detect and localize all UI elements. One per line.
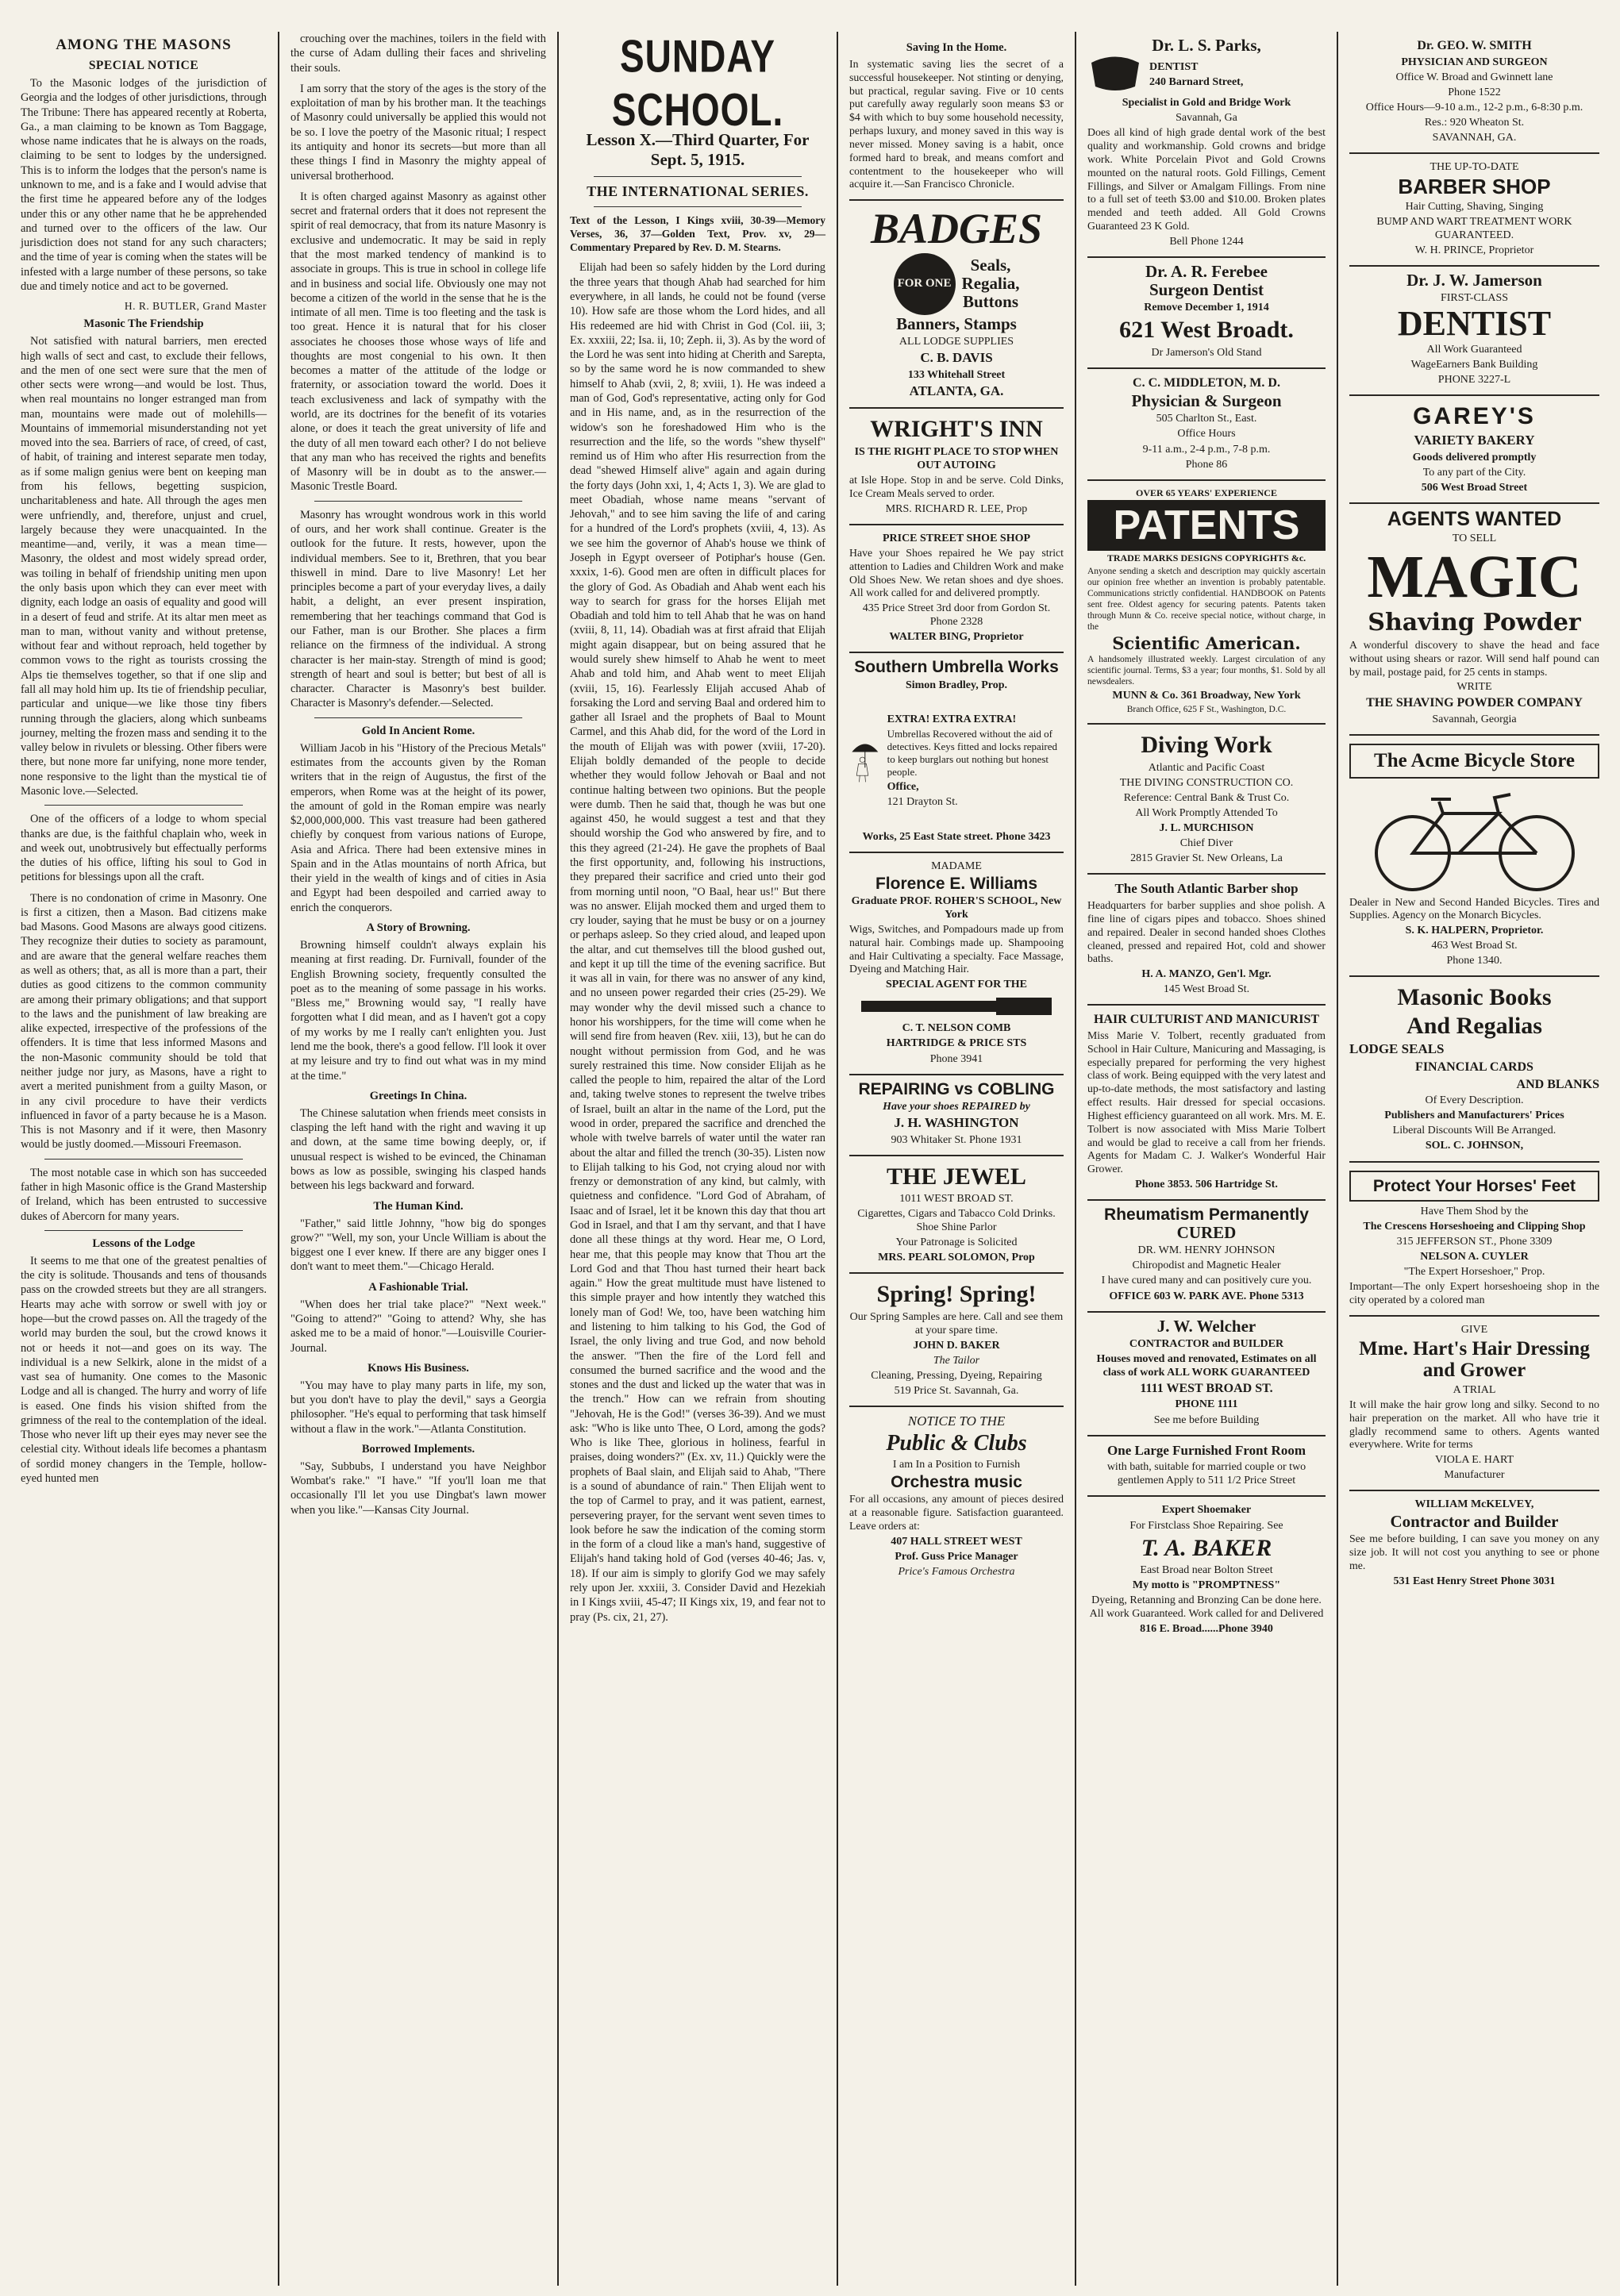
- borrowed-text: "Say, Subbubs, I understand you have Neighbor Wombat's rake." "I have." "If you'll loan me that occasionally I'll let you use Dingbat's lawn mower when you like."—Kansas City Journal.: [291, 1460, 546, 1517]
- lodge-supplies: ALL LODGE SUPPLIES: [899, 335, 1014, 348]
- shoe-owner: WALTER BING, Proprietor: [889, 631, 1024, 644]
- powder-write: WRITE: [1456, 681, 1492, 694]
- parks-address: 240 Barnard Street,: [1149, 76, 1244, 89]
- divider: [44, 805, 243, 806]
- umbrella-office-address: 121 Drayton St.: [887, 795, 958, 808]
- middleton-address: 505 Charlton St., East.: [1156, 413, 1257, 425]
- diving-title: Diving Work: [1141, 732, 1272, 759]
- cont-text-1: crouching over the machines, toilers in the field with the curse of Adam dulling their faces and shriveling their souls.: [291, 33, 546, 75]
- umbrella-girl-icon: [849, 694, 881, 829]
- parks-specialist: Specialist in Gold and Bridge Work: [1122, 97, 1291, 110]
- discounts-text: Liberal Discounts Will Be Arranged.: [1392, 1125, 1557, 1137]
- every-description: Of Every Description.: [1425, 1094, 1524, 1107]
- horses-sub: Have Them Shod by the: [1420, 1205, 1529, 1217]
- orchestra-famous: Price's Famous Orchestra: [898, 1565, 1015, 1578]
- orchestra-ad: [849, 1407, 1064, 1586]
- middleton-name: C. C. MIDDLETON, M. D.: [1133, 375, 1280, 390]
- browning-text: Browning himself couldn't always explain his meaning at first reading. Dr. Furnivall, founder of the English Browning society, frequently consulted the poet as to the meaning of some passage in his works. "Bless me," Browning would say, "I really have forgotten what I did mean, and as I haven't got a copy of my works by me I really can't enlighten you. Just lend me the book, there's a good fellow. I'll look it over at my leisure and try to find out what was in my mind at the time.": [291, 939, 546, 1083]
- jamerson-phone: PHONE 3227-L: [1437, 374, 1511, 387]
- shoe-title: PRICE STREET SHOE SHOP: [882, 532, 1031, 544]
- barber-title: BARBER SHOP: [1398, 175, 1551, 199]
- tabaker-phone: 816 E. Broad......Phone 3940: [1140, 1623, 1273, 1636]
- barber-bump: BUMP AND WART TREATMENT WORK GUARANTEED.: [1376, 215, 1572, 241]
- jamerson-name: Dr. J. W. Jamerson: [1406, 270, 1542, 290]
- cont-text-4: Masonry has wrought wondrous work in this world of ours, and her work shall continue. Greater is the outlook for the future. It rests, however, upon the individual members. See to it, Brethren, that you bear thiswell in mind. Dare to live Masonry! Let her principles become a part of your everyday lives, a daily habit, a delight, an ever present inspiration, remembering that her teachings command that God is our Father, man is our Brother. She places a firm reliance on the firmness of the individual. A strong character is her main-stay. Strength of mind is good; strength of heart and soul is better; but best of all is character. Character is Masonry's best builder. Character is Masonry's defender.—Selected.: [291, 508, 546, 710]
- grand-master-text: The most notable case in which son has succeeded father in high Masonic office is the Grand Mastership of Ireland, which has been entrusted to successive dukes of Abercorn for many years.: [21, 1166, 267, 1223]
- welcher-text: Houses moved and renovated, Estimates on all class of work ALL WORK GUARANTEED: [1096, 1352, 1317, 1379]
- borrowed-head: Borrowed Implements.: [361, 1442, 475, 1456]
- welcher-see: See me before Building: [1153, 1413, 1260, 1426]
- gold-text: William Jacob in his "History of the Precious Metals" estimates from the accounts given by the Roman writers that in the reign of Augustus, the first of the emperors, when Rome was at the height of its power, the amount of gold in the Roman empire was nearly $2,000,000,000. This vast treasure had been gathered chiefly by conquest from various nations of Europe, Asia and Africa. There had been extensive mines in Spain and in the Atlas mountains of north Africa, but their yield in the wealth of kings and of cities in Asia and Egypt had been despoiled and carried away to enrich the conquerors.: [291, 741, 546, 914]
- column-articles: [279, 32, 559, 2286]
- divider: [44, 1159, 243, 1160]
- shaving-powder-title: Shaving Powder: [1368, 609, 1581, 637]
- atlantic-barber-owner: H. A. MANZO, Gen'l. Mgr.: [1141, 968, 1272, 981]
- hair-title: HAIR CULTURIST AND MANICURIST: [1093, 1013, 1320, 1027]
- human-text: "Father," said little Johnny, "how big do sponges grow?" "Well, my son, your Uncle William is about the biggest one I ever knew. If there are any bigger ones I don't want to meet them."—Chicago Herald.: [291, 1217, 546, 1274]
- patents-ad: [1087, 481, 1326, 725]
- divider: [594, 206, 802, 207]
- munn-branch: Branch Office, 625 F St., Washington, D.C.: [1126, 705, 1287, 715]
- baker-text: Cleaning, Pressing, Dyeing, Repairing: [871, 1370, 1042, 1383]
- parks-ad: [1087, 32, 1326, 258]
- lessons-head: Lessons of the Lodge: [92, 1236, 195, 1250]
- friendship-text: Not satisfied with natural barriers, men erected high walls of sect and cast, to exclude their fellows, and the men of one sect were sure that the men of other sects were wrong—and would be lost. Thus, when real mountains no longer estranged man from man, mountains were made out of molehills—Mountains of immemorial misunderstanding not yet moved into the sea. Barriers of race, of creed, of cast, of habit, of training and interest separate men today, as if some malign genius were bent on keeping man from his fellows, begetting suspicion, uncharitableness and hate. All through the ages men were unfriendly, and, therefore, unjust and cruel, largely because they were unacquainted. In the meantime—and, verily, it was a mean time—Masonry, the oldest and most widely spread order, was toiling in behalf of friendship uniting men upon the only basis upon which they can ever meet with dignity, each lodge an oasis of equality and good will in a desert of feud and strife. At its altar men meet as man to man, without vanity and without pretense, without fear and without reproach, held together by common vows to the right as tourists crossing the Alps tie themselves together, so that if one slip and fall all may hold him up. Its tie of friendship peculiar, particular and unique—we like those tiny fibers running through the glaciers, along which sunbeams journey, melting the frozen mass and sending it to the valley below in rivulets or blessing. Other fibers were there, but none more far unifying, none more tender, none responsive to the light than the mystical tie of Masonic love.—Selected.: [21, 335, 267, 798]
- important-text: Important—The only Expert horseshoeing shop in the city operated by a colored man: [1349, 1280, 1599, 1306]
- lesson-body: Elijah had been so safely hidden by the Lord during the three years that though Ahab had searched for him everywhere, in all lands, he could not be found (verse 10). How safe are those whom the Lord hides, and all His redeemed are hid with Christ in God (Col. iii, 3; Ex. xxxiii, 22; Isa. ii, 10; Zeph. ii, 3). As by the word of the Lord he was sent into hiding at Cherith and Sarepta, so by the same word he is now commanded to shew himself to Ahab (xvii, 2, 8; xviii, 1). He was indeed a man of God, God's representative, acting only for God and in His name, and, as in the resurrection of the widow's son he foreshadowed Him who is the resurrection and the life, so the words "shew thyself" remind us of Him who after His resurrection from the dead "shewed Himself alive" again and again during the forty days (John xxi, 1, 4; Acts 1, 3). We are glad to meet Obadiah, whose name means "servant of Jehovah," and to see him saving the life of and caring for a hundred of the Lord's prophets (xviii, 4, 13). As we see him the governor of Ahab's house we think of Joseph in Egypt overseer of Potiphar's house (Gen. xxxix, 1-6). Good men are often in difficult places for the glory of God. As Obadiah and Ahab went each his way to search for grass for the horses Elijah met Obadiah and told him to tell Ahab that he was on hand (xviii, 8, 11, 14). Obadiah was at first afraid that Elijah might again disappear, but on being assured that he would surely shew himself to Ahab he went to meet Ahab and told him, and Ahab went to meet Elijah (xviii, 15, 16). Fearlessly Elijah accused Ahab of forsaking the Lord and serving Baal and ordered him to gather all Israel and the prophets of Baal to Mount Carmel, and this Ahab did, for the word of the Lord in the mouth of Elijah was with power (xviii, 17-20). Elijah boldly demanded of the people to decide whether they would follow Jehovah or Baal and not continue halting between two opinions. But the people were dumb. Then he said that, though he was but one against 450, he would suggest a test and that they should worship the God who answered by fire, and to this they agreed (21-24). He gave the prophets of Baal the first opportunity, and, following his instructions, they prepared their sacrifice and cried unto their god from morning until noon, "O Baal, hear us!" But there was no answer. Elijah mocked them and urged them to cry louder, saying that he must be busy or on a journey or perhaps asleep. So they cried aloud, and leaped upon the altar, and cut themselves till the blood gushed out, and kept it up till the time of the evening sacrifice. But it was all in vain, for there was no answer of any kind, and no unseen power regarded their cries (25-29). We may wonder why the devil missed such a chance to honor his worshippers, for the time will come when he will send fire from heaven (Rev. xiii, 13), but he can do nought without permission from God, and he was surely restrained this time. Now consider Elijah as he called the people to him, repaired the altar of the Lord and, taking twelve stones to represent the twelve tribes of Israel, built an altar in the name of the Lord, put the wood in order, prepared the sacrifice and drenched the whole with twelve barrels of water until the water ran about the altar and filled the trench (30-35). Listen now to Elijah talking to his God, not crying aloud nor with frenzy or demonstration of any kind, but calmly, with quietness and confidence. "Lord God of Abraham, of Isaac and of Israel, let it be known this day that thou art God in Israel, and that I am thy servant, and that I have done all these things at thy word. Hear me, O Lord, hear me, that this people may know that Thou art the Lord God and that Thou hast turned their heart back again." How the great multitude must have listened to this simple prayer and how intently they watched this lonely man of God! We, too, have been watching him and listening to him talking to his God, the God of Israel, the only living and true God, and now behold the answer. "Then the fire of the Lord fell and consumed the burned sacrifice and the wood and the stones and the dust and licked up the water that was in the trench." How can we refrain from shouting "Jehovah, He is the God!" (verses 36-39). And we must ask: "Who is like unto Thee, O Lord, among the gods? Who is like Thee, glorious in holiness, fearful in praises, doing wonders?" (Ex. xv, 11.) Quickly were the prophets of Baal slain, and Elijah said to Ahab, "There is a sound of abundance of rain." Then Elijah went to the top of Carmel to pray, and it was patient, earnest, persevering prayer, for the servant went seven times to look before he saw the indication of the coming storm in the form of a cloud like a man's hand, suggestive of Elijah's hand taking hold of God (verses 40-46; Jas. v, 18). If our aim is simply to glorify God we may safely rely upon Jer. xxxiii, 3. Consider David and Hezekiah in I Kings xviii, 45-47; II Kings xix, 19, and fear not to pray (Ps. cix, 21, 27).: [570, 261, 825, 1624]
- fashion-head: A Fashionable Trial.: [368, 1280, 468, 1294]
- and-blanks: AND BLANKS: [1516, 1077, 1599, 1091]
- financial-cards: FINANCIAL CARDS: [1415, 1060, 1533, 1075]
- jewel-owner: MRS. PEARL SOLOMON, Prop: [878, 1252, 1035, 1264]
- series-head: THE INTERNATIONAL SERIES.: [587, 183, 809, 199]
- masonic-books-title: Masonic Books: [1397, 984, 1552, 1011]
- crescens-shop: The Crescens Horseshoeing and Clipping Shop: [1363, 1220, 1586, 1233]
- column-ads-1: [838, 32, 1076, 2286]
- magic-title: MAGIC: [1367, 544, 1582, 611]
- williams-offer: SPECIAL AGENT FOR THE: [885, 979, 1028, 991]
- mckelvey-name: WILLIAM McKELVEY,: [1414, 1498, 1534, 1511]
- hair-text: Miss Marie V. Tolbert, recently graduated from School in Hair Culture, Manicuring and Massaging, is especially prepared for performing the very highest class of work. Being equipped with the very latest and up-to-date methods, the most satisfactory and lasting effect results. Hair dressed for special occasions. Highest efficiency guaranteed on all work. Mrs. M. E. Tolbert is now associated with Miss Marie Tolbert and would be glad to receive a call from her friends. Agents for Madam C. J. Walker's Wonderful Hair Grower.: [1087, 1029, 1326, 1175]
- baker-role: The Tailor: [933, 1355, 980, 1367]
- umbrella-prop: Simon Bradley, Prop.: [905, 679, 1008, 691]
- cuyler-name: NELSON A. CUYLER: [1420, 1250, 1529, 1263]
- friendship-head: Masonic The Friendship: [83, 317, 204, 331]
- shoe-shop-ad: [849, 525, 1064, 654]
- patents-title: PATENTS: [1087, 500, 1326, 551]
- trial-label: A TRIAL: [1453, 1383, 1496, 1396]
- repairing-address: 903 Whitaker St. Phone 1931: [891, 1133, 1022, 1146]
- middleton-hours-label: Office Hours: [1177, 428, 1236, 440]
- smith-city: SAVANNAH, GA.: [1432, 131, 1517, 144]
- column-masons: [10, 32, 279, 2286]
- mckelvey-address: 531 East Henry Street Phone 3031: [1393, 1575, 1556, 1587]
- umbrella-title: Southern Umbrella Works: [854, 658, 1059, 677]
- mckelvey-text: See me before building, I can save you money on any size job. It will not cost you anything to see or phone me.: [1349, 1533, 1599, 1572]
- middleton-hours: 9-11 a.m., 2-4 p.m., 7-8 p.m.: [1142, 443, 1271, 456]
- notice-text: To the Masonic lodges of the jurisdiction of Georgia and the lodges of other jurisdictions, through The Tribune: There has appeared recently at Roberta, Ga., a man claiming to be known as Tom Baggage, whose name indicates that he is always on the roads, claiming to be sent to lodges by the undersigned. This is to inform the lodges that the person's name is unknown to me, and is a fake and I would advise that the first time he appeared before any of the lodges under this or any other name that he be apprehended and turned over to the officers of the law. Our jurisdiction does not stand for any such characters; and the time of year is coming when the states will be infested with a large number of these persons, so take due and timely notice and act to be governed.: [21, 77, 267, 293]
- repairing-name: J. H. WASHINGTON: [894, 1114, 1019, 1130]
- jewel-address: 1011 WEST BROAD ST.: [899, 1193, 1014, 1206]
- column-ads-3: [1338, 32, 1610, 2286]
- jewel-title: THE JEWEL: [887, 1163, 1026, 1190]
- barber-up: THE UP-TO-DATE: [1430, 160, 1519, 173]
- orchestra-intro: I am In a Position to Furnish: [892, 1458, 1021, 1471]
- agents-title: AGENTS WANTED: [1387, 507, 1562, 530]
- umbrella-works: Works, 25 East State street. Phone 3423: [862, 830, 1051, 843]
- smith-title: PHYSICIAN AND SURGEON: [1401, 56, 1548, 68]
- room-title: One Large Furnished Front Room: [1107, 1442, 1306, 1458]
- tabaker-address: East Broad near Bolton Street: [1140, 1564, 1273, 1577]
- badge-seal-icon: FOR ONE: [894, 253, 956, 315]
- davis-city: ATLANTA, GA.: [909, 383, 1004, 398]
- atlantic-barber-address: 145 West Broad St.: [1163, 983, 1250, 996]
- hair-phone: Phone 3853. 506 Hartridge St.: [1135, 1179, 1278, 1190]
- middleton-ad: [1087, 369, 1326, 481]
- smith-office: Office W. Broad and Gwinnett lane: [1395, 71, 1553, 83]
- smith-ad: [1349, 32, 1599, 154]
- bicycle-phone: Phone 1340.: [1446, 955, 1503, 967]
- jamerson-ad: [1349, 267, 1599, 396]
- williams-grad: Graduate PROF. ROHER'S SCHOOL, New York: [851, 894, 1062, 921]
- rheumatism-text: I have cured many and can positively cure you.: [1101, 1275, 1312, 1287]
- garey-any: To any part of the City.: [1422, 466, 1526, 479]
- badges-item: Seals,: [970, 256, 1011, 275]
- barber-text: Hair Cutting, Shaving, Singing: [1405, 200, 1544, 213]
- parks-city: Savannah, Ga: [1176, 112, 1237, 125]
- smith-res: Res.: 920 Wheaton St.: [1424, 116, 1525, 129]
- room-text: with bath, suitable for married couple or two gentlemen Apply to 511 1/2 Price Street: [1106, 1461, 1306, 1487]
- jamerson-title: DENTIST: [1397, 304, 1552, 344]
- wright-owner: MRS. RICHARD R. LEE, Prop: [885, 502, 1028, 515]
- wright-inn-ad: [849, 409, 1064, 525]
- badges-ad: [849, 201, 1064, 409]
- garey-sub: VARIETY BAKERY: [1414, 432, 1535, 448]
- baker-address: 519 Price St. Savannah, Ga.: [894, 1385, 1019, 1398]
- diving-attend: All Work Promptly Attended To: [1135, 807, 1278, 820]
- ferebee-title: Surgeon Dentist: [1149, 280, 1264, 300]
- bicycle-owner: S. K. HALPERN, Proprietor.: [1405, 925, 1544, 937]
- orchestra-title: Orchestra music: [891, 1473, 1022, 1492]
- regalias-title: And Regalias: [1406, 1012, 1542, 1039]
- viola-name: VIOLA E. HART: [1434, 1454, 1514, 1467]
- smith-phone: Phone 1522: [1448, 86, 1501, 98]
- sunday-school-banner: SUNDAY SCHOOL.: [611, 32, 784, 136]
- patents-years: OVER 65 YEARS' EXPERIENCE: [1136, 487, 1277, 498]
- tabaker-name: T. A. BAKER: [1141, 1534, 1272, 1561]
- badges-item: Regalia,: [961, 274, 1020, 294]
- saving-text: In systematic saving lies the secret of a successful housekeeper. Not stinting or denying, but practical, regular saving. Five or 10 cents put carefully away regularly soon means $3 or $4 with which to buy some household necessity, perhaps luxury, and money saved in this way is never missed. Money saving is a habit, once formed hard to break, and means comfort and contentment to the housekeeper who will acquire it.—San Francisco Chronicle.: [849, 58, 1064, 190]
- china-text: The Chinese salutation when friends meet consists in clasping the left hand with the right and waving it up and down, at the same time bowing deeply, or, if unusual respect is wished to be evinced, the Chinaman bows as low as possible, swinging his clasped hands between his legs backward and forward.: [291, 1106, 546, 1193]
- rheumatism-cured: CURED: [1176, 1223, 1237, 1243]
- powder-company: THE SHAVING POWDER COMPANY: [1366, 696, 1583, 710]
- bicycle-ad: [1349, 736, 1599, 977]
- atlantic-barber-ad: [1087, 875, 1326, 1006]
- garey-ad: [1349, 396, 1599, 503]
- rheumatism-title: Rheumatism Permanently: [1104, 1206, 1309, 1225]
- horseshoer-title: "The Expert Horseshoer," Prop.: [1403, 1265, 1545, 1278]
- fashion-text: "When does her trial take place?" "Next week." "Going to attend?" "Going to attend? Why, she has asked me to be a maid of honor."—Louisville Courier-Journal.: [291, 1298, 546, 1355]
- shoe-text: Have your Shoes repaired he We pay strict attention to Ladies and Children Work and make Old Shoes New. We retan shoes and dye shoes. All work called for and delivered promptly.: [849, 546, 1064, 599]
- room-ad: [1087, 1436, 1326, 1498]
- knows-text: "You may have to play many parts in life, my son, but you don't have to play the devil," says a Georgia philosopher. "He's equal to performing that task himself without a flaw in the work."—Atlanta Constitution.: [291, 1379, 546, 1436]
- masonic-books-ad: [1349, 977, 1599, 1162]
- barber-owner: W. H. PRINCE, Proprietor: [1414, 244, 1534, 256]
- williams-name: Florence E. Williams: [875, 874, 1038, 893]
- umbrella-extra: EXTRA! EXTRA EXTRA!: [887, 713, 1017, 726]
- hair-culturist-ad: [1087, 1006, 1326, 1201]
- diving-ad: [1087, 725, 1326, 875]
- cont-text-3: It is often charged against Masonry as against other secret and fraternal orders that it does not represent the spirit of real democracy, that from its nature Masonry is exclusive and undemocratic. It may be said in reply that the most marked tendency of mankind is to associate in groups. This is true in school in college life and in business and social life. Obviously one may not become a citizen of the world in the sense that he is the intimate of all men. Time is too fleeting and the task is too great. Hence it is natural that for his closer associates he chooses those whose ways of life and thoughts are most congenial to his own. It then becomes a matter of the attitude of the lodge or fraternity, or association toward the world. Does it teach exclusiveness and lack of sympathy with the world, are its doctrines for the benefit of its votaries alone, or does it teach the great university of life and the duty of all men toward each other? I do not believe that any man who has received the rights and benefits of Masonry will be in doubt as to the answer.—Masonic Trestle Board.: [291, 190, 546, 494]
- umbrella-office: Office,: [887, 780, 919, 793]
- hart-title: Mme. Hart's Hair Dressing and Grower: [1359, 1337, 1590, 1382]
- horses-title: Protect Your Horses' Feet: [1349, 1171, 1599, 1202]
- atlantic-barber-title: The South Atlantic Barber shop: [1114, 881, 1299, 897]
- prince-barber-ad: [1349, 154, 1599, 267]
- baker-name: JOHN D. BAKER: [913, 1340, 1000, 1352]
- chaplain-text: One of the officers of a lodge to whom special thanks are due, is the faithful chaplain who, week in and week out, unobtrusively but effectually performs the duties of his office, lifting his soul to God in petitions for blessings upon all the craft.: [21, 813, 267, 884]
- powder-city: Savannah, Georgia: [1432, 713, 1517, 725]
- umbrella-ad: [849, 653, 1064, 852]
- davis-address: 133 Whitehall Street: [907, 368, 1006, 381]
- ferebee-ad: [1087, 258, 1326, 369]
- browning-head: A Story of Browning.: [366, 921, 471, 935]
- jamerson-guar: All Work Guaranteed: [1426, 344, 1522, 356]
- comb-phone: Phone 3941: [929, 1052, 983, 1065]
- parks-phone: Bell Phone 1244: [1169, 235, 1244, 248]
- welcher-phone: PHONE 1111: [1175, 1398, 1238, 1411]
- shoe-address: 435 Price Street 3rd door from Gordon St. Phone 2328: [862, 602, 1051, 629]
- spring-title: Spring! Spring!: [876, 1281, 1037, 1308]
- publishers-prices: Publishers and Manufacturers' Prices: [1384, 1110, 1564, 1122]
- welcher-ad: [1087, 1313, 1326, 1436]
- bicycle-address: 463 West Broad St.: [1431, 940, 1518, 952]
- umbrella-text: Umbrellas Recovered without the aid of detectives. Keys fitted and locks repaired to keep burglars out nothing but honest people.: [887, 728, 1058, 778]
- scientific-text: A handsomely illustrated weekly. Largest circulation of any scientific journal. Terms, $3 a year; four months, $1. Sold by all newsdealers.: [1087, 655, 1326, 687]
- davis-name: C. B. DAVIS: [920, 349, 993, 365]
- munn-address: MUNN & Co. 361 Broadway, New York: [1112, 690, 1301, 702]
- badges-title: BADGES: [870, 205, 1043, 253]
- wright-title: WRIGHT'S INN: [870, 416, 1043, 443]
- rheumatism-office: OFFICE 603 W. PARK AVE. Phone 5313: [1109, 1290, 1304, 1302]
- madame-label: MADAME: [931, 860, 982, 872]
- jamerson-first: FIRST-CLASS: [1440, 292, 1509, 305]
- tabaker-text: Dyeing, Retanning and Bronzing Can be done here. All work Guaranteed. Work called for and Delivered: [1089, 1594, 1324, 1621]
- notice-head: NOTICE TO THE: [907, 1413, 1006, 1429]
- wright-tag: IS THE RIGHT PLACE TO STOP WHEN OUT AUTOING: [854, 445, 1059, 471]
- china-head: Greetings In China.: [369, 1089, 468, 1102]
- scientific-american: Scientific American.: [1112, 633, 1301, 654]
- column-ads-2: [1076, 32, 1338, 2286]
- mckelvey-ad: [1349, 1491, 1599, 1596]
- garey-title: GAREY'S: [1413, 403, 1536, 430]
- gold-head: Gold In Ancient Rome.: [361, 724, 475, 737]
- bicycle-text: Dealer in New and Second Handed Bicycles. Tires and Supplies. Agency on the Monarch Bicycles.: [1349, 895, 1599, 921]
- middleton-phone: Phone 86: [1185, 458, 1228, 471]
- spring-text: Our Spring Samples are here. Call and see them at your spare time.: [849, 1310, 1064, 1337]
- garey-address: 506 West Broad Street: [1421, 481, 1528, 494]
- ferebee-old-stand: Dr Jamerson's Old Stand: [1151, 346, 1262, 359]
- garey-text: Goods delivered promptly: [1412, 451, 1537, 463]
- tabaker-ad: [1087, 1497, 1326, 1644]
- williams-ad: [849, 853, 1064, 1075]
- lesson-head: Lesson X.—Third Quarter, For Sept. 5, 1915.: [586, 130, 810, 169]
- powder-text: A wonderful discovery to shave the head and face without using shears or razor. Will send half pound can by mail, postage paid, for 25 cents in stamps.: [1349, 638, 1599, 678]
- smith-name: Dr. GEO. W. SMITH: [1417, 39, 1532, 52]
- comb-address: HARTRIDGE & PRICE STS: [886, 1037, 1027, 1050]
- rheumatism-ad: [1087, 1201, 1326, 1313]
- repairing-ad: [849, 1075, 1064, 1156]
- orchestra-text: For all occasions, any amount of pieces desired at a reasonable figure. Satisfaction guaranteed. Leave orders at:: [849, 1493, 1064, 1532]
- patents-marks: TRADE MARKS DESIGNS COPYRIGHTS &c.: [1106, 552, 1306, 564]
- smith-hours: Office Hours—9-10 a.m., 12-2 p.m., 6-8:30 p.m.: [1365, 101, 1583, 113]
- welcher-address: 1111 WEST BROAD ST.: [1140, 1381, 1273, 1395]
- ferebee-remove: Remove December 1, 1914: [1144, 302, 1269, 314]
- saving-head: Saving In the Home.: [906, 41, 1007, 54]
- column-sunday-school: [559, 32, 838, 2286]
- shoemaker-text: For Firstclass Shoe Repairing. See: [1129, 1519, 1283, 1532]
- parks-title: DENTIST: [1149, 61, 1199, 74]
- hart-text: It will make the hair grow long and silky. Second to no hair preperation on the market. All who have trie it gladly recommend same to others. Agents wanted everywhere. Write for terms: [1349, 1398, 1599, 1451]
- atlantic-barber-text: Headquarters for barber supplies and shoe polish. A fine line of cigars pipes and tobacco. Shoes shined and repaired. Dealer in second handed shoes Clothes cleaned, pressed and repaired Hot, cold and shower baths.: [1087, 899, 1326, 965]
- human-head: The Human Kind.: [373, 1199, 464, 1213]
- masons-title: AMONG THE MASONS: [56, 37, 232, 53]
- parks-name: Dr. L. S. Parks,: [1152, 36, 1261, 55]
- notice-signature: H. R. BUTLER, Grand Master: [124, 300, 267, 313]
- parks-text: Does all kind of high grade dental work of the best quality and workmanship. Gold crowns and bridge work. White Porcelain Pivot and Gold Crowns mounted on the natural roots. Gold Fillings, Cement Fillings, and Silver or Amalgam Fillings. From nine to a full set of teeth $3.00 and $10.00. Broken plates mended and teeth added. All Gold Crowns Guaranteed 23 K Gold.: [1087, 126, 1326, 233]
- bicycle-title: The Acme Bicycle Store: [1349, 744, 1599, 779]
- badges-item: Buttons: [962, 292, 1019, 312]
- patents-text: Anyone sending a sketch and description may quickly ascertain our opinion free whether an invention is probably patentable. Communications strictly confidential. HANDBOOK on Patents sent free. Oldest agency for securing patents. Patents taken through Munn & Co. receive special notice, without charge, in the: [1087, 566, 1326, 633]
- shoemaker-title: Expert Shoemaker: [1161, 1504, 1252, 1517]
- cont-text-2: I am sorry that the story of the ages is the story of the exploitation of man by his brother man. It the teachings of Masonry could universally be applied this would not be so. I love the poetry of the Masonic ritual; I respect its antiquity and honor its secrets—but more than all these things I find in Masonry the mighty appeal of universal brotherhood.: [291, 82, 546, 183]
- comb-name: C. T. NELSON COMB: [902, 1022, 1011, 1035]
- give-label: GIVE: [1460, 1323, 1488, 1336]
- ferebee-address: 621 West Broadt.: [1119, 317, 1294, 344]
- rheumatism-name: DR. WM. HENRY JOHNSON: [1137, 1244, 1276, 1257]
- diving-name: J. L. MURCHISON: [1159, 822, 1254, 835]
- contractor-title: Contractor and Builder: [1390, 1512, 1559, 1532]
- condonation-text: There is no condonation of crime in Masonry. One is first a citizen, then a Mason. Bad citizens make bad Masons. Good Masons are always good citizens. They recognize their duties to society as paramount, and are aware that the general welfare reaches them as well as others; that, as all is more than a part, their duties as good citizens to the common community are among their primary obligations; and that support to the laws and the punishment of law breaking are alike expected, irrespective of the professions of the offenders. It is time that less informed Masons and the non-Masonic community should be told that neither judge nor jury, as Masons, have a right to avert a merited punishment from a guilty Mason, or in any civil procedure to have their verdicts influenced in favor of a party because he is a Mason. This is not Masonry and if it were, then Masonry would be justly doomed.—Missouri Freemason.: [21, 891, 267, 1152]
- jewel-patron: Your Patronage is Solicited: [895, 1236, 1018, 1249]
- agents-sell: TO SELL: [1452, 533, 1497, 545]
- jamerson-building: WageEarners Bank Building: [1410, 359, 1538, 371]
- hart-ad: [1349, 1317, 1599, 1492]
- diving-role: Chief Diver: [1179, 837, 1233, 850]
- comb-icon: [861, 994, 1052, 1018]
- horses-ad: [1349, 1163, 1599, 1317]
- johnson-name: SOL. C. JOHNSON,: [1425, 1140, 1524, 1152]
- horses-address: 315 JEFFERSON ST., Phone 3309: [1396, 1235, 1553, 1248]
- repairing-sub: Have your shoes REPAIRED by: [883, 1100, 1030, 1113]
- knows-head: Knows His Business.: [367, 1361, 469, 1375]
- ferebee-name: Dr. A. R. Ferebee: [1145, 261, 1268, 281]
- divider: [594, 176, 802, 177]
- lesson-text-ref: Text of the Lesson, I Kings xviii, 30-39—Memory Verses, 36, 37—Golden Text, Prov. xv, 29—Commentary Prepared by Rev. D. M. Stearns.: [570, 214, 825, 254]
- jewel-text: Cigarettes, Cigars and Tabacco Cold Drinks. Shoe Shine Parlor: [857, 1208, 1056, 1234]
- bicycle-icon: [1364, 782, 1586, 893]
- welcher-role: CONTRACTOR and BUILDER: [1129, 1337, 1284, 1350]
- public-clubs: Public & Clubs: [886, 1431, 1027, 1456]
- manufacturer-label: Manufacturer: [1444, 1469, 1505, 1482]
- rheumatism-role: Chiropodist and Magnetic Healer: [1132, 1260, 1281, 1272]
- welcher-name: J. W. Welcher: [1156, 1316, 1256, 1336]
- divider: [314, 717, 522, 718]
- diving-sub: Atlantic and Pacific Coast: [1148, 761, 1265, 774]
- lodge-seals: LODGE SEALS: [1349, 1041, 1445, 1057]
- teeth-icon: [1087, 55, 1143, 94]
- jewel-ad: [849, 1156, 1064, 1275]
- divider: [44, 1230, 243, 1231]
- diving-address: 2815 Gravier St. New Orleans, La: [1130, 852, 1283, 865]
- special-notice-head: SPECIAL NOTICE: [88, 59, 199, 72]
- orchestra-address: 407 HALL STREET WEST: [891, 1535, 1022, 1548]
- banners-line: Banners, Stamps: [896, 313, 1017, 333]
- magic-powder-ad: [1349, 504, 1599, 736]
- lessons-text: It seems to me that one of the greatest penalties of the city is solitude. Thousands and tens of thousands pass on the crowded streets but they are all strangers. Hearts may ache with sorrow or swell with joy or hope—but the crowd passes on. All the tragedy of the world may burden the soul, but the crowd knows it not or heeds it not—and goes on its way. The individual is a new Selkirk, alone in the midst of a vast sea of humanity. One comes to the Masonic Lodge and all is changed. The hurry and worry of life is eased. One finds his vision shifted from the grimness of the real to the contemplation of the ideal. Those who never lift up their eyes may never see the celestial city. Without ideals life becomes a phantasm of sordid money changers in the Temple, hollow-eyed hunted men: [21, 1254, 267, 1486]
- repairing-title: REPAIRING vs COBLING: [858, 1079, 1055, 1098]
- diving-company: THE DIVING CONSTRUCTION CO.: [1119, 776, 1294, 789]
- tabaker-motto: My motto is "PROMPTNESS": [1132, 1579, 1281, 1592]
- wright-text: at Isle Hope. Stop in and be serve. Cold Dinks, Ice Cream Meals served to order.: [849, 474, 1064, 499]
- middleton-title: Physician & Surgeon: [1131, 391, 1282, 411]
- williams-text: Wigs, Switches, and Pompadours made up from natural hair. Combings made up. Shampooing and Hair Cultivating a specialty. Face Massage, Dyeing and Matching Hair.: [849, 922, 1064, 975]
- spring-ad: [849, 1274, 1064, 1407]
- orchestra-manager: Prof. Guss Price Manager: [895, 1550, 1018, 1563]
- saving-article: [849, 32, 1064, 201]
- divider: [314, 501, 522, 502]
- diving-reference: Reference: Central Bank & Trust Co.: [1123, 791, 1290, 804]
